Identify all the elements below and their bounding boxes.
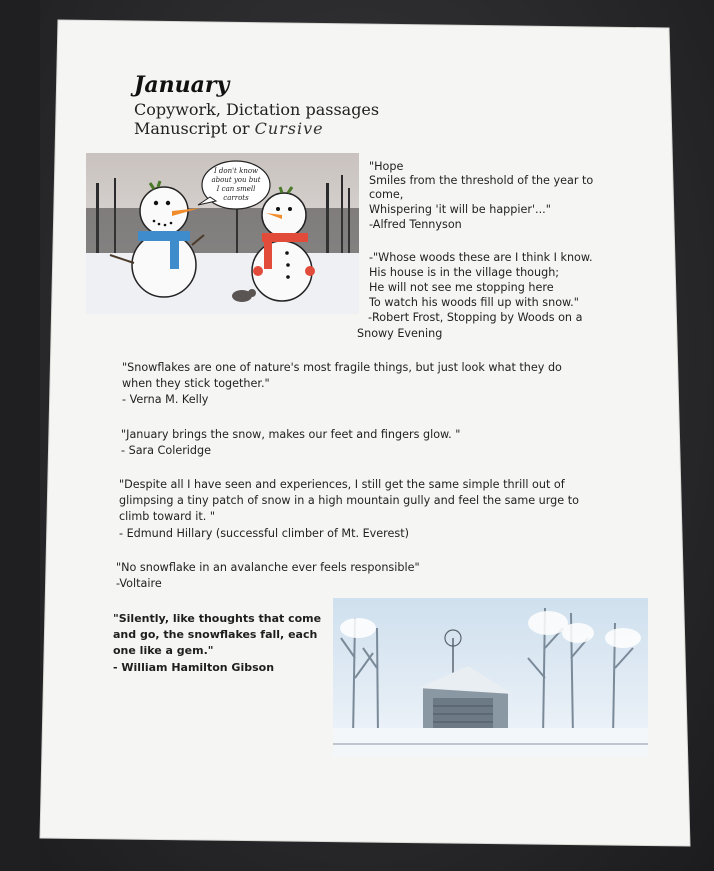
quote-line: Whispering 'it will be happier'..." [369, 203, 551, 216]
quote-author: -Alfred Tennyson [369, 218, 462, 231]
quote-line: -"Whose woods these are I think I know. [369, 251, 593, 264]
quote-author: - Sara Coleridge [121, 444, 212, 457]
quote-line: His house is in the village though; [369, 266, 560, 279]
speech-bubble-line-1: I don't know [213, 167, 259, 175]
quote-line: one like a gem." [113, 644, 214, 657]
quote-line: and go, the snowflakes fall, each [113, 628, 318, 641]
quote-author: -Robert Frost, Stopping by Woods on a [368, 311, 583, 324]
quote-line: Smiles from the threshold of the year to [369, 174, 594, 187]
quote-line: "No snowflake in an avalanche ever feels responsible" [116, 561, 420, 574]
quote-line: climb toward it. " [119, 510, 215, 523]
snowmen-cartoon-image [86, 153, 359, 314]
quote-author: - William Hamilton Gibson [113, 661, 275, 674]
quote-line: when they stick together." [122, 377, 270, 390]
quote-line: come, [369, 188, 404, 201]
quote-author: - Verna M. Kelly [122, 393, 209, 406]
page-title: January [134, 72, 230, 98]
quote-line: To watch his woods fill up with snow." [369, 296, 579, 309]
subtitle-line-1: Copywork, Dictation passages [134, 100, 380, 119]
quote-line: "Snowflakes are one of nature's most fragile things, but just look what they do [122, 361, 562, 374]
subtitle-line-2 [134, 119, 324, 138]
speech-bubble-line-3: I can smell [216, 185, 256, 193]
speech-bubble-line-4: carrots [223, 194, 249, 202]
quote-author: -Voltaire [116, 577, 162, 590]
quote-line: "Silently, like thoughts that come [113, 612, 322, 625]
subtitle-prefix: Manuscript or [134, 119, 250, 138]
quote-line: "Despite all I have seen and experiences, I still get the same simple thrill out of [119, 478, 565, 491]
quote-author-cont: Snowy Evening [357, 327, 443, 340]
subtitle-cursive-word: Cursive [254, 119, 324, 138]
quote-line: "January brings the snow, makes our feet and fingers glow. " [121, 428, 461, 441]
quote-line: He will not see me stopping here [369, 281, 554, 294]
quote-line: glimpsing a tiny patch of snow in a high mountain gully and feel the same urge to [119, 494, 579, 507]
quote-author: - Edmund Hillary (successful climber of Mt. Everest) [119, 527, 409, 540]
snowy-barn-image [333, 598, 648, 757]
quote-line: "Hope [369, 160, 404, 173]
snowmen-cartoon-drawing [86, 153, 359, 314]
speech-bubble-line-2: about you but [211, 176, 261, 184]
snowy-barn-drawing [333, 598, 648, 757]
